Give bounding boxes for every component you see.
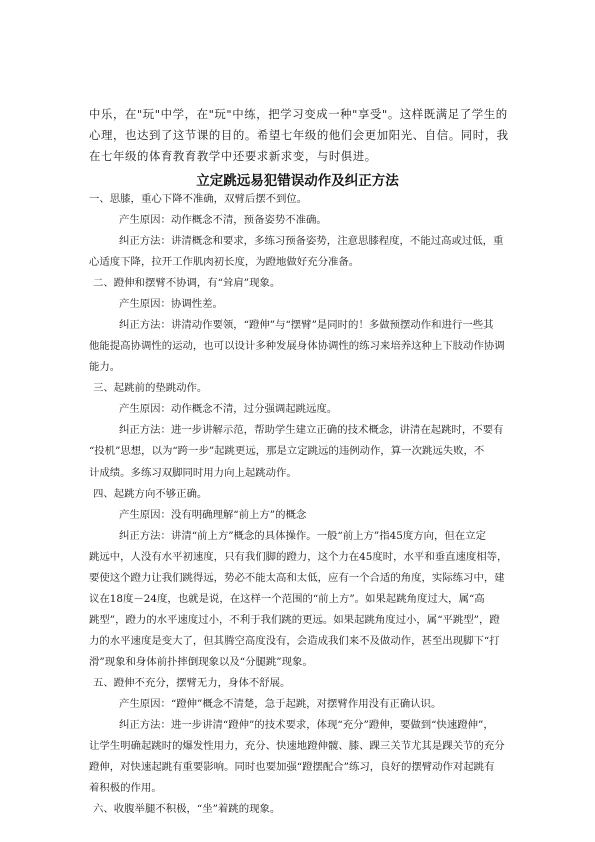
section-heading-5: 五、蹬伸不充分，摆臂无力，身体不舒展。 [93,677,291,689]
section-heading-4: 四、起跳方向不够正确。 [93,488,208,500]
fix-4-line: 跳远中，人没有水平初速度，只有我们脚的蹬力，这个力在45度时，水平和垂直速度相等， [89,551,508,563]
fix-4-line: 滑”现象和身体前扑摔倒现象以及“分腿跳”现象。 [89,656,313,668]
fix-5-line: 着积极的作用。 [89,782,162,794]
cause-4: 产生原因：没有明确理解“前上方”的概念 [119,509,307,521]
fix-5-line: 让学生明确起跳时的爆发性用力，充分、快速地蹬伸髋、膝、踝三关节尤其是踝关节的充分 [89,740,505,752]
intro-line: 在七年级的体育教育教学中还要求新求变，与时俱进。 [89,149,377,163]
fix-3-line: 计成绩。多练习双脚同时用力向上起跳动作。 [89,467,297,479]
section-title: 立定跳远易犯错误动作及纠正方法 [196,173,399,189]
fix-4-line: 要使这个蹬力让我们跳得远，势必不能太高和太低，应有一个合适的角度，实际练习中，建 [89,572,505,584]
cause-2: 产生原因：协调性差。 [119,298,223,310]
cause-3: 产生原因：动作概念不清，过分强调起跳远度。 [119,403,338,415]
fix-4-line: 议在18度－24度，也就是说，在这样一个范围的“前上方”。如果起跳角度过大，属“高 [89,593,485,605]
fix-2-line: 他能提高协调性的运动，也可以设计多种发展身体协调性的练习来培养这种上下肢动作协调 [89,340,505,352]
fix-4-line: 跳型”，蹬力的水平速度过小，不利于我们跳的更远。如果起跳角度过小，属“平跳型”，蹬 [89,614,500,626]
fix-5-line: 纠正方法：进一步讲清“蹬伸”的技术要求，体现“充分”蹬伸，要做到“快速蹬伸”， [119,719,494,731]
fix-4-line: 纠正方法：讲清“前上方”概念的具体操作。一般“前上方”指45度方向，但在立定 [119,530,486,542]
fix-2-line: 纠正方法：讲清动作要领，“蹬伸”与“摆臂”是同时的！多做预摆动作和进行一些其 [119,319,494,331]
fix-2-line: 能力。 [89,361,121,373]
cause-1: 产生原因：动作概念不清，预备姿势不准确。 [119,214,327,226]
intro-line: 中乐，在"玩"中学，在"玩"中练，把学习变成一种"享受"。这样既满足了学生的 [89,107,508,121]
fix-5-line: 蹬伸，对快速起跳有重要影响。同时也要加强“蹬摆配合”练习，良好的摆臂动作对起跳有 [89,761,495,773]
section-heading-1: 一、思膝，重心下降不准确，双臂后摆不到位。 [89,193,308,205]
fix-1-line: 纠正方法：讲清概念和要求，多练习预备姿势，注意思膝程度，不能过高或过低，重 [119,235,504,247]
section-heading-3: 三、起跳前的垫跳动作。 [93,382,208,394]
fix-1-line: 心适度下降，拉开工作肌肉初长度，为蹬地做好充分准备。 [89,256,360,268]
cause-5: 产生原因：“蹬伸”概念不清楚，急于起跳，对摆臂作用没有正确认识。 [119,698,442,710]
intro-line: 心理，也达到了这节课的目的。希望七年级的他们会更加阳光、自信。同时，我 [89,128,509,142]
fix-3-line: “投机”思想，以为“跨一步”起跳更远，那是立定跳远的违例动作，算一次跳远失败，不 [89,445,485,457]
fix-3-line: 纠正方法：进一步讲解示范，帮助学生建立正确的技术概念，讲清在起跳时，不要有 [119,424,504,436]
section-heading-6: 六、收腹举腿不积极，“坐”着跳的现象。 [93,803,281,815]
fix-4-line: 力的水平速度是变大了，但其腾空高度没有，会造成我们来不及做动作，甚至出现脚下“打 [89,635,500,647]
section-heading-2: 二、蹬伸和摆臂不协调，有“耸肩”现象。 [93,277,281,289]
